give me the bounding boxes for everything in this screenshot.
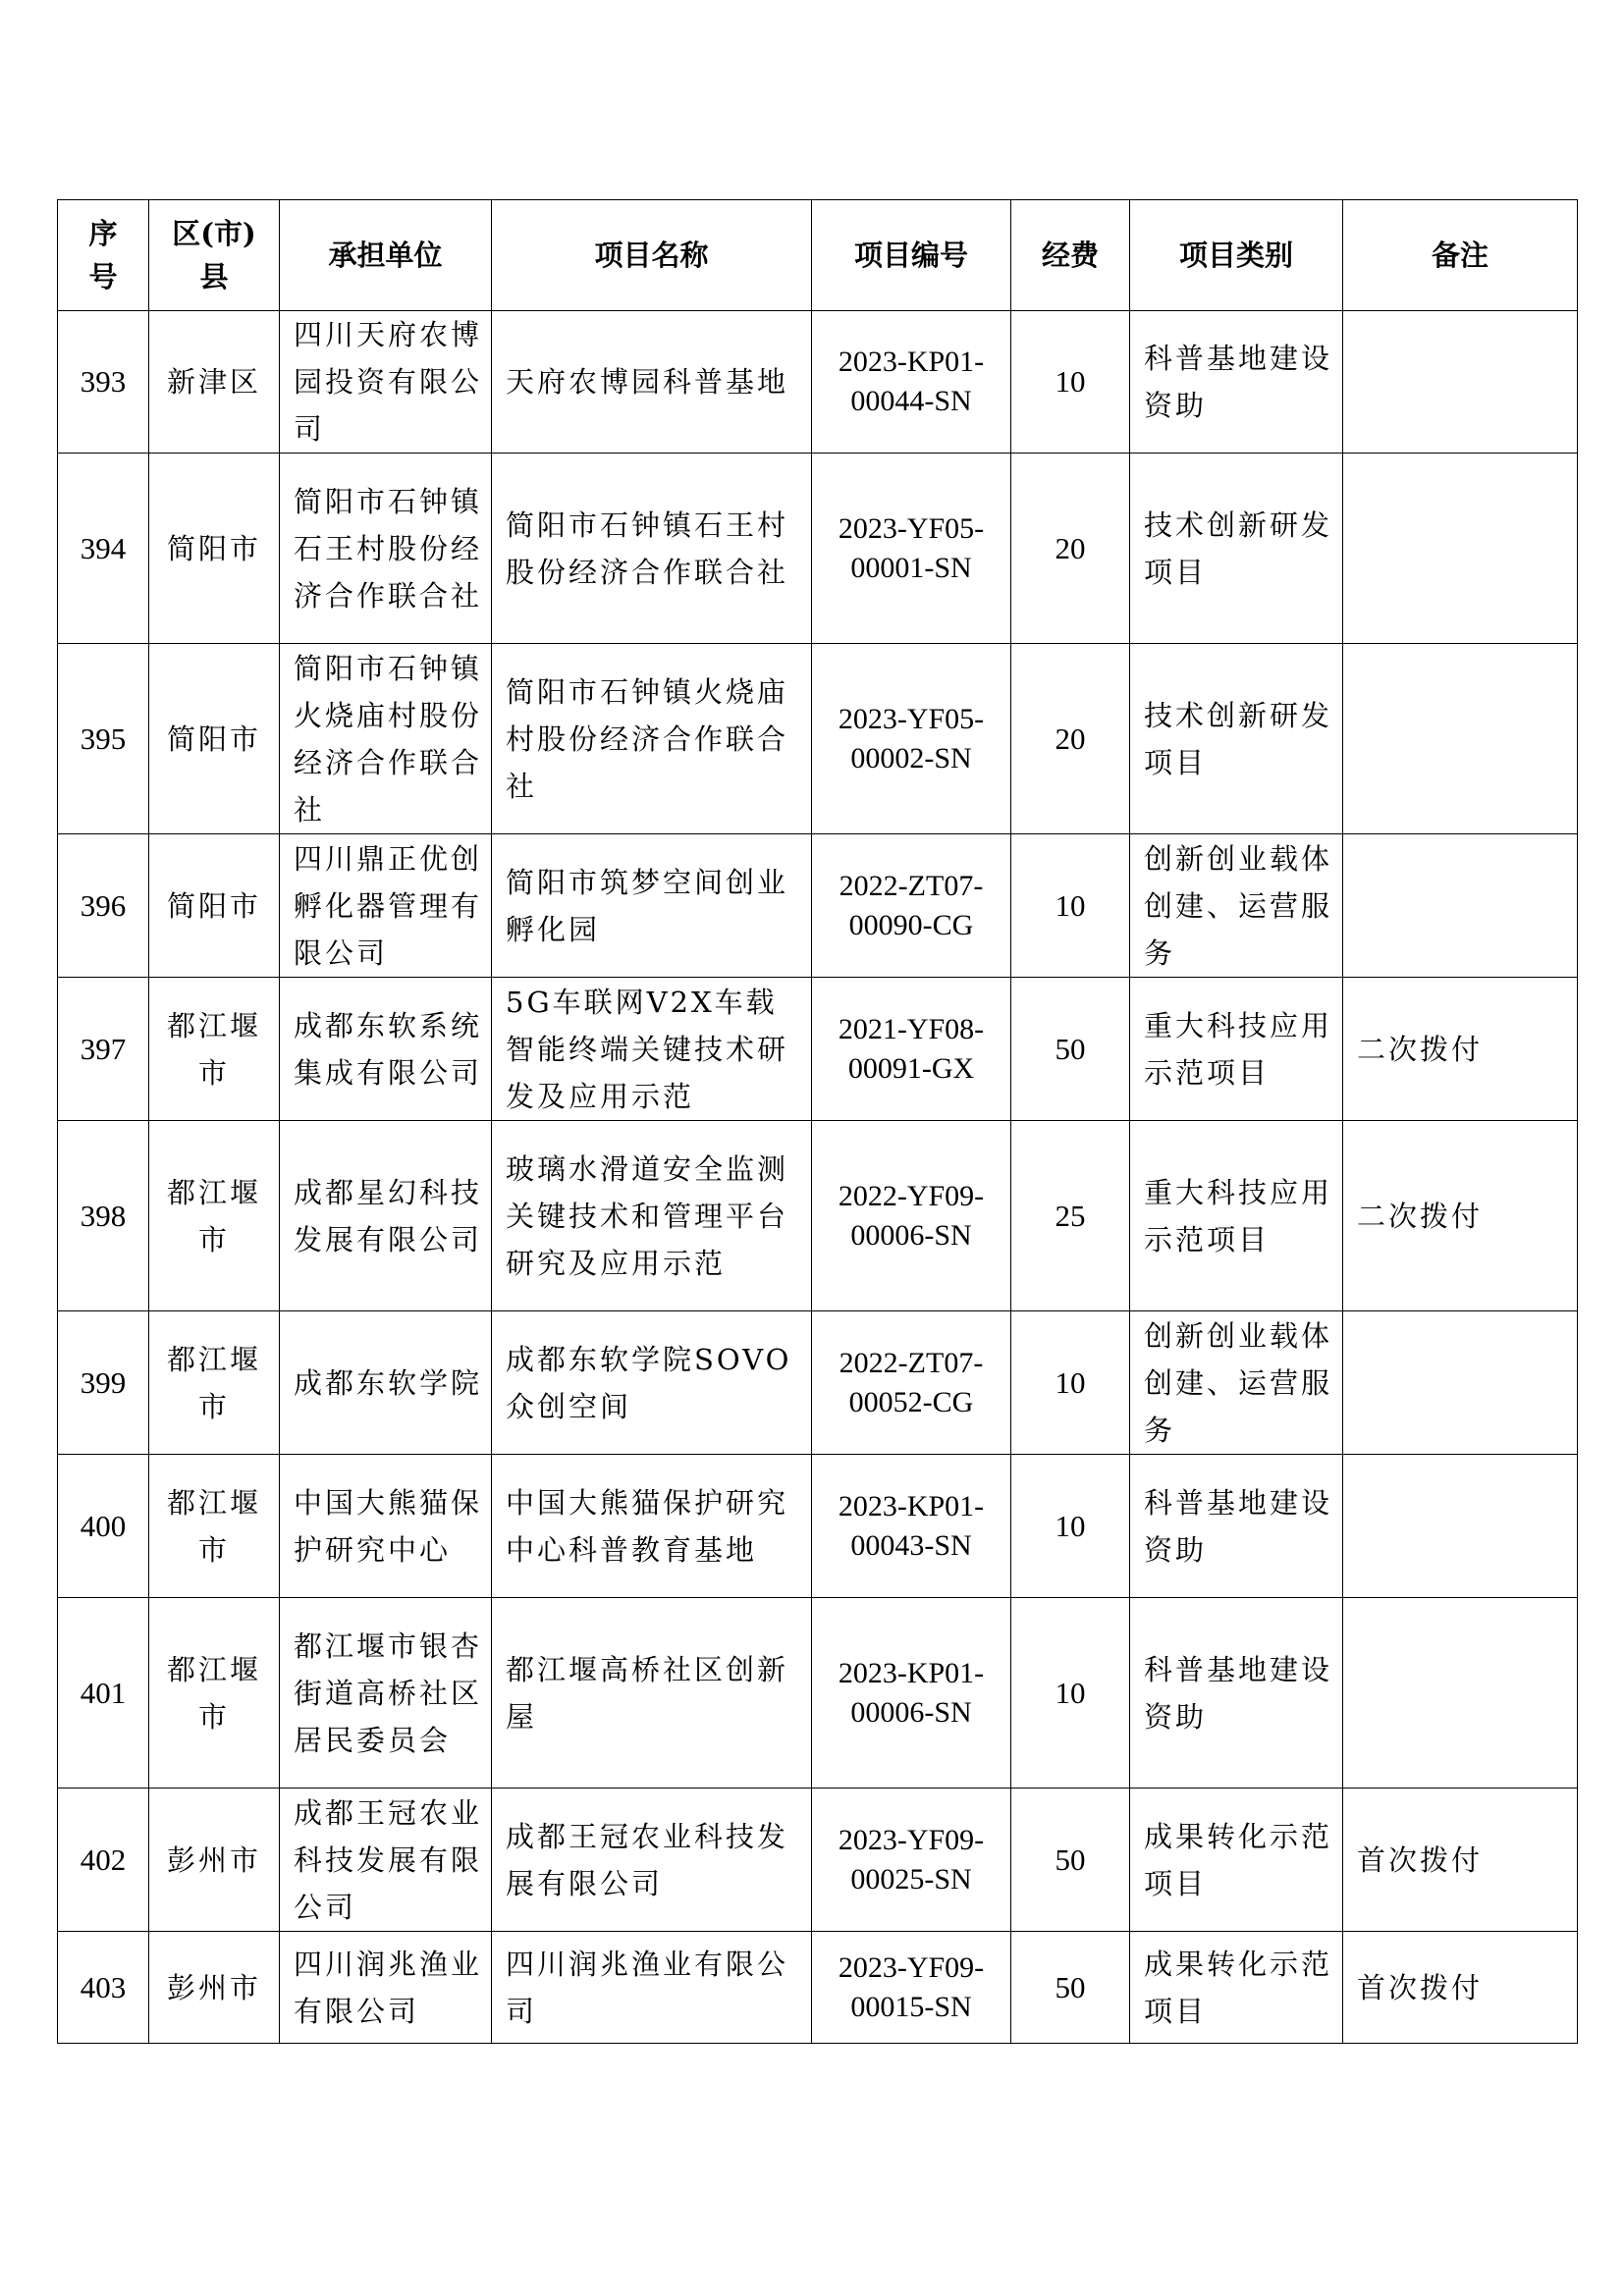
cell-unit: 简阳市石钟镇火烧庙村股份经济合作联合社: [280, 644, 492, 834]
cell-remark: [1343, 834, 1578, 978]
cell-remark: [1343, 1311, 1578, 1455]
project-code-line-2: 00091-GX: [847, 1051, 975, 1085]
header-category: 项目类别: [1130, 200, 1343, 311]
cell-remark: [1343, 454, 1578, 644]
cell-project-name: 天府农博园科普基地: [492, 311, 812, 454]
cell-remark: [1343, 1455, 1578, 1598]
cell-project-code: [812, 454, 1011, 644]
table-row: [58, 454, 1578, 644]
cell-unit: 四川天府农博园投资有限公司: [280, 311, 492, 454]
cell-project-name: 中国大熊猫保护研究中心科普教育基地: [492, 1455, 812, 1598]
cell-district: [149, 1311, 280, 1455]
project-code-line-2: 00052-CG: [848, 1385, 974, 1418]
table-row: [58, 1121, 1578, 1311]
cell-category: 重大科技应用示范项目: [1130, 978, 1343, 1121]
cell-unit: 简阳市石钟镇石王村股份经济合作联合社: [280, 454, 492, 644]
cell-seq: 401: [58, 1598, 149, 1789]
table-row: [58, 1932, 1578, 2044]
cell-project-code: [812, 1121, 1011, 1311]
district-text: 都江堰市: [166, 1652, 261, 1734]
cell-category: 创新创业载体创建、运营服务: [1130, 834, 1343, 978]
cell-category: 重大科技应用示范项目: [1130, 1121, 1343, 1311]
cell-project-name: 简阳市石钟镇火烧庙村股份经济合作联合社: [492, 644, 812, 834]
cell-seq: 395: [58, 644, 149, 834]
cell-funding: 10: [1011, 1455, 1130, 1598]
project-code-line-1: 2023-YF05-: [838, 702, 985, 735]
district-text: 简阳市: [166, 888, 261, 923]
cell-seq: 400: [58, 1455, 149, 1598]
cell-category: 创新创业载体创建、运营服务: [1130, 1311, 1343, 1455]
district-text: 彭州市: [166, 1842, 261, 1877]
cell-remark: 首次拨付: [1343, 1932, 1578, 2044]
cell-unit: 成都王冠农业科技发展有限公司: [280, 1789, 492, 1932]
cell-project-name: 成都王冠农业科技发展有限公司: [492, 1789, 812, 1932]
cell-seq: 402: [58, 1789, 149, 1932]
district-text: 新津区: [166, 365, 261, 399]
cell-district: [149, 1121, 280, 1311]
project-code-line-2: 00006-SN: [850, 1695, 972, 1729]
project-code-line-1: 2023-KP01-: [838, 1656, 985, 1689]
cell-category: 技术创新研发项目: [1130, 454, 1343, 644]
cell-funding: 25: [1011, 1121, 1130, 1311]
cell-funding: 20: [1011, 644, 1130, 834]
header-project-code: 项目编号: [812, 200, 1011, 311]
cell-category: 科普基地建设资助: [1130, 1455, 1343, 1598]
project-code-line-2: 00002-SN: [850, 741, 972, 774]
project-code-line-1: 2022-ZT07-: [839, 869, 984, 902]
cell-unit: 中国大熊猫保护研究中心: [280, 1455, 492, 1598]
project-code-line-2: 00006-SN: [850, 1218, 972, 1252]
table-row: [58, 311, 1578, 454]
cell-unit: 四川鼎正优创孵化器管理有限公司: [280, 834, 492, 978]
table-row: [58, 1311, 1578, 1455]
cell-remark: [1343, 1598, 1578, 1789]
header-remark: 备注: [1343, 200, 1578, 311]
cell-seq: 397: [58, 978, 149, 1121]
cell-remark: 首次拨付: [1343, 1789, 1578, 1932]
cell-district: [149, 311, 280, 454]
cell-project-name: 成都东软学院SOVO众创空间: [492, 1311, 812, 1455]
header-seq: 序号: [58, 200, 149, 311]
cell-project-name: 简阳市筑梦空间创业孵化园: [492, 834, 812, 978]
project-code-line-1: 2023-KP01-: [838, 346, 985, 378]
cell-project-name: 都江堰高桥社区创新屋: [492, 1598, 812, 1789]
project-code-line-2: 00001-SN: [850, 551, 972, 584]
project-code-line-2: 00015-SN: [850, 1990, 972, 2023]
project-code-line-2: 00043-SN: [850, 1528, 972, 1562]
cell-project-code: [812, 1455, 1011, 1598]
cell-project-code: [812, 311, 1011, 454]
cell-project-code: [812, 834, 1011, 978]
cell-remark: 二次拨付: [1343, 1121, 1578, 1311]
cell-seq: 398: [58, 1121, 149, 1311]
district-text: 简阳市: [166, 531, 261, 565]
project-code-line-1: 2023-YF09-: [838, 1950, 985, 1984]
cell-unit: 成都东软系统集成有限公司: [280, 978, 492, 1121]
cell-project-code: [812, 978, 1011, 1121]
cell-funding: 10: [1011, 834, 1130, 978]
district-text: 都江堰市: [166, 1175, 261, 1256]
district-text: 都江堰市: [166, 1008, 261, 1090]
cell-funding: 20: [1011, 454, 1130, 644]
project-code-line-1: 2021-YF08-: [838, 1012, 985, 1045]
cell-seq: 393: [58, 311, 149, 454]
cell-district: [149, 1789, 280, 1932]
project-code-line-1: 2023-YF09-: [838, 1823, 985, 1856]
project-code-line-1: 2023-YF05-: [838, 511, 985, 545]
cell-category: 科普基地建设资助: [1130, 1598, 1343, 1789]
cell-project-name: 简阳市石钟镇石王村股份经济合作联合社: [492, 454, 812, 644]
cell-category: 技术创新研发项目: [1130, 644, 1343, 834]
cell-district: [149, 834, 280, 978]
project-code-line-1: 2022-ZT07-: [839, 1346, 984, 1379]
district-text: 彭州市: [166, 1970, 261, 2004]
table-body: [58, 311, 1578, 2044]
cell-seq: 399: [58, 1311, 149, 1455]
cell-project-code: [812, 1789, 1011, 1932]
cell-project-code: [812, 1932, 1011, 2044]
cell-project-code: [812, 1311, 1011, 1455]
cell-district: [149, 644, 280, 834]
cell-district: [149, 1598, 280, 1789]
district-text: 简阳市: [166, 721, 261, 756]
project-code-line-1: 2022-YF09-: [838, 1179, 985, 1212]
table-row: [58, 644, 1578, 834]
cell-district: [149, 978, 280, 1121]
district-text: 都江堰市: [166, 1485, 261, 1567]
cell-project-code: [812, 644, 1011, 834]
cell-project-name: 玻璃水滑道安全监测关键技术和管理平台研究及应用示范: [492, 1121, 812, 1311]
cell-unit: 都江堰市银杏街道高桥社区居民委员会: [280, 1598, 492, 1789]
cell-district: [149, 454, 280, 644]
project-code-line-2: 00025-SN: [850, 1862, 972, 1896]
header-project-name: 项目名称: [492, 200, 812, 311]
cell-project-name: 四川润兆渔业有限公司: [492, 1932, 812, 2044]
project-code-line-2: 00044-SN: [850, 385, 972, 417]
project-table: [57, 199, 1578, 2044]
cell-district: [149, 1932, 280, 2044]
cell-remark: [1343, 644, 1578, 834]
cell-district: [149, 1455, 280, 1598]
cell-unit: 四川润兆渔业有限公司: [280, 1932, 492, 2044]
cell-seq: 394: [58, 454, 149, 644]
table-header-row: [58, 200, 1578, 311]
cell-funding: 10: [1011, 1598, 1130, 1789]
cell-category: 科普基地建设资助: [1130, 311, 1343, 454]
cell-funding: 50: [1011, 1932, 1130, 2044]
cell-unit: 成都星幻科技发展有限公司: [280, 1121, 492, 1311]
table-row: [58, 978, 1578, 1121]
project-code-line-2: 00090-CG: [848, 908, 974, 941]
cell-category: 成果转化示范项目: [1130, 1932, 1343, 2044]
project-code-line-1: 2023-KP01-: [838, 1489, 985, 1522]
cell-seq: 403: [58, 1932, 149, 2044]
header-district: 区(市)县: [149, 200, 280, 311]
table-row: [58, 1598, 1578, 1789]
district-text: 都江堰市: [166, 1342, 261, 1423]
cell-remark: [1343, 311, 1578, 454]
cell-remark: 二次拨付: [1343, 978, 1578, 1121]
cell-funding: 10: [1011, 1311, 1130, 1455]
cell-seq: 396: [58, 834, 149, 978]
cell-funding: 10: [1011, 311, 1130, 454]
cell-category: 成果转化示范项目: [1130, 1789, 1343, 1932]
cell-funding: 50: [1011, 978, 1130, 1121]
cell-project-code: [812, 1598, 1011, 1789]
table-row: [58, 1789, 1578, 1932]
header-funding: 经费: [1011, 200, 1130, 311]
table-row: [58, 1455, 1578, 1598]
cell-unit: 成都东软学院: [280, 1311, 492, 1455]
cell-funding: 50: [1011, 1789, 1130, 1932]
cell-project-name: 5G车联网V2X车载智能终端关键技术研发及应用示范: [492, 978, 812, 1121]
table-row: [58, 834, 1578, 978]
header-unit: 承担单位: [280, 200, 492, 311]
